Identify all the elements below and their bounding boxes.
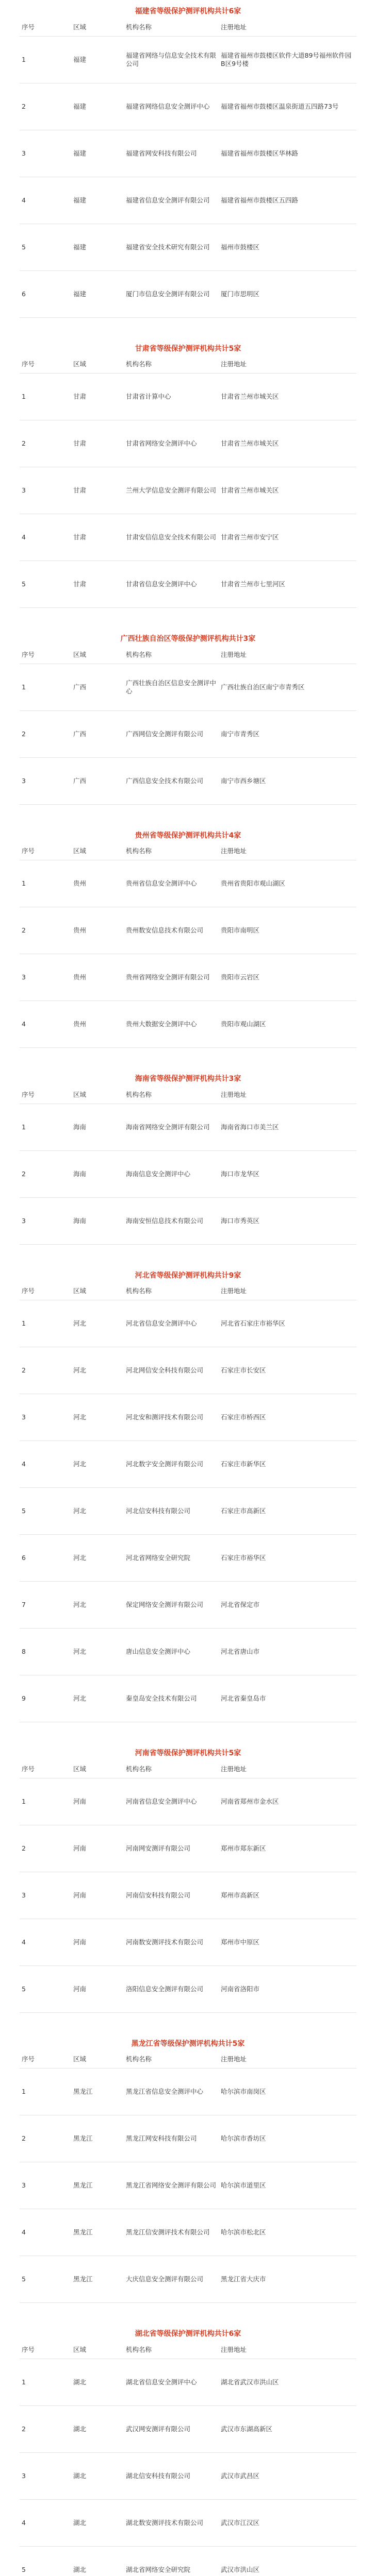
table-row: [20, 1825, 356, 1872]
table-row: [20, 270, 356, 317]
cell-address: 石家庄市桥西区: [219, 1394, 356, 1441]
cell-address: 郑州市中原区: [219, 1919, 356, 1965]
cell-region: 湖北: [71, 2546, 124, 2576]
cell-region: 黑龙江: [71, 2069, 124, 2115]
section-title: 湖北省等级保护测评机构共计6家: [135, 2330, 241, 2338]
table-row: [20, 514, 356, 561]
cell-region: 广西: [71, 664, 124, 710]
cell-region: 河南: [71, 1778, 124, 1825]
col-header-index: 序号: [20, 1283, 71, 1300]
institution-table: [20, 1086, 356, 1245]
table-row: [20, 374, 356, 420]
cell-region: 黑龙江: [71, 2162, 124, 2209]
col-header-index: 序号: [20, 1760, 71, 1778]
table-header-row: [20, 1086, 356, 1104]
cell-region: 贵州: [71, 954, 124, 1001]
table-row: [20, 1535, 356, 1582]
cell-index: 3: [20, 2452, 71, 2499]
cell-address: 哈尔滨市松北区: [219, 2209, 356, 2256]
cell-address: 郑州市郑东新区: [219, 1825, 356, 1872]
cell-index: 2: [20, 83, 71, 130]
table-row: [20, 907, 356, 954]
cell-institution-name: 河北数字安全测评有限公司: [124, 1441, 219, 1488]
col-header-address: 注册地址: [219, 356, 356, 374]
institution-table: [20, 1283, 356, 1723]
cell-address: 贵州省贵阳市观山湖区: [219, 860, 356, 907]
table-row: [20, 2209, 356, 2256]
cell-index: 4: [20, 1919, 71, 1965]
cell-address: 厦门市思明区: [219, 270, 356, 317]
col-header-address: 注册地址: [219, 2341, 356, 2359]
cell-institution-name: 河北信安科技有限公司: [124, 1488, 219, 1535]
cell-address: 河南省郑州市金水区: [219, 1778, 356, 1825]
cell-address: 福建省福州市鼓楼区华林路: [219, 130, 356, 177]
table-row: [20, 860, 356, 907]
col-header-name: 机构名称: [124, 1283, 219, 1300]
table-row: [20, 1675, 356, 1722]
cell-region: 福建: [71, 130, 124, 177]
cell-region: 河北: [71, 1582, 124, 1629]
cell-region: 河南: [71, 1825, 124, 1872]
cell-index: 1: [20, 2359, 71, 2405]
cell-institution-name: 河北省网络安全研究院: [124, 1535, 219, 1582]
cell-institution-name: 河北省信息安全测评中心: [124, 1300, 219, 1347]
table-header-row: [20, 19, 356, 36]
cell-region: 福建: [71, 36, 124, 83]
cell-address: 哈尔滨市南岗区: [219, 2069, 356, 2115]
cell-region: 河北: [71, 1300, 124, 1347]
cell-index: 2: [20, 420, 71, 467]
table-row: [20, 1150, 356, 1197]
region-section: [0, 342, 376, 608]
cell-address: 海口市秀英区: [219, 1197, 356, 1244]
col-header-index: 序号: [20, 646, 71, 664]
region-section: [0, 2037, 376, 2303]
cell-institution-name: 福建省网安科技有限公司: [124, 130, 219, 177]
table-row: [20, 1441, 356, 1488]
cell-index: 2: [20, 907, 71, 954]
cell-region: 黑龙江: [71, 2256, 124, 2303]
cell-address: 武汉市武昌区: [219, 2452, 356, 2499]
cell-address: 哈尔滨市香坊区: [219, 2115, 356, 2162]
cell-region: 福建: [71, 270, 124, 317]
cell-institution-name: 厦门市信息安全测评有限公司: [124, 270, 219, 317]
institution-table: [20, 2341, 356, 2576]
cell-index: 3: [20, 757, 71, 804]
cell-address: 石家庄市裕华区: [219, 1535, 356, 1582]
cell-index: 6: [20, 1535, 71, 1582]
table-row: [20, 757, 356, 804]
cell-region: 河北: [71, 1441, 124, 1488]
cell-index: 4: [20, 2209, 71, 2256]
cell-address: 湖北省武汉市洪山区: [219, 2359, 356, 2405]
cell-index: 3: [20, 1394, 71, 1441]
cell-institution-name: 广西壮族自治区信息安全测评中心: [124, 664, 219, 710]
cell-institution-name: 唐山信息安全测评中心: [124, 1629, 219, 1675]
col-header-address: 注册地址: [219, 2051, 356, 2069]
region-section: [0, 1072, 376, 1245]
cell-institution-name: 河南网安测评有限公司: [124, 1825, 219, 1872]
table-row: [20, 1965, 356, 2012]
cell-region: 河北: [71, 1629, 124, 1675]
table-row: [20, 1919, 356, 1965]
table-row: [20, 467, 356, 514]
cell-index: 5: [20, 1488, 71, 1535]
institution-table: [20, 843, 356, 1048]
cell-index: 1: [20, 1300, 71, 1347]
col-header-name: 机构名称: [124, 646, 219, 664]
cell-index: 3: [20, 954, 71, 1001]
cell-region: 甘肃: [71, 561, 124, 608]
col-header-region: 区域: [71, 2341, 124, 2359]
cell-index: 3: [20, 2162, 71, 2209]
cell-region: 甘肃: [71, 514, 124, 561]
cell-index: 3: [20, 1872, 71, 1919]
cell-region: 海南: [71, 1197, 124, 1244]
cell-address: 甘肃省兰州市城关区: [219, 420, 356, 467]
col-header-region: 区域: [71, 1283, 124, 1300]
cell-index: 3: [20, 1197, 71, 1244]
col-header-address: 注册地址: [219, 646, 356, 664]
cell-address: 南宁市西乡塘区: [219, 757, 356, 804]
table-row: [20, 664, 356, 710]
cell-region: 贵州: [71, 1001, 124, 1048]
col-header-name: 机构名称: [124, 356, 219, 374]
col-header-index: 序号: [20, 1086, 71, 1104]
col-header-region: 区域: [71, 843, 124, 860]
cell-institution-name: 贵州数安信息技术有限公司: [124, 907, 219, 954]
table-row: [20, 36, 356, 83]
table-row: [20, 2405, 356, 2452]
cell-region: 河北: [71, 1488, 124, 1535]
cell-institution-name: 湖北数安测评技术有限公司: [124, 2499, 219, 2546]
cell-institution-name: 海南信息安全测评中心: [124, 1150, 219, 1197]
cell-index: 5: [20, 561, 71, 608]
region-section: [0, 4, 376, 318]
table-header-row: [20, 646, 356, 664]
cell-institution-name: 甘肃省计算中心: [124, 374, 219, 420]
cell-institution-name: 贵州省网络安全测评有限公司: [124, 954, 219, 1001]
cell-index: 5: [20, 224, 71, 270]
section-title: 广西壮族自治区等级保护测评机构共计3家: [120, 635, 256, 643]
table-row: [20, 2359, 356, 2405]
col-header-index: 序号: [20, 19, 71, 36]
table-row: [20, 1197, 356, 1244]
cell-institution-name: 黑龙江信安测评技术有限公司: [124, 2209, 219, 2256]
col-header-region: 区域: [71, 19, 124, 36]
cell-institution-name: 福建省网络与信息安全技术有限公司: [124, 36, 219, 83]
cell-institution-name: 福建省网络信息安全测评中心: [124, 83, 219, 130]
cell-institution-name: 黑龙江省信息安全测评中心: [124, 2069, 219, 2115]
cell-index: 5: [20, 1965, 71, 2012]
cell-region: 河北: [71, 1535, 124, 1582]
col-header-name: 机构名称: [124, 2341, 219, 2359]
col-header-index: 序号: [20, 356, 71, 374]
cell-institution-name: 秦皇岛安全技术有限公司: [124, 1675, 219, 1722]
col-header-region: 区域: [71, 356, 124, 374]
cell-address: 甘肃省兰州市城关区: [219, 374, 356, 420]
cell-address: 海南省海口市美兰区: [219, 1104, 356, 1150]
cell-address: 甘肃省兰州市七里河区: [219, 561, 356, 608]
table-row: [20, 1629, 356, 1675]
cell-index: 5: [20, 2256, 71, 2303]
cell-institution-name: 河北网信安全科技有限公司: [124, 1347, 219, 1394]
cell-institution-name: 甘肃省信息安全测评中心: [124, 561, 219, 608]
table-row: [20, 2069, 356, 2115]
cell-region: 河南: [71, 1872, 124, 1919]
cell-address: 甘肃省兰州市城关区: [219, 467, 356, 514]
cell-index: 4: [20, 2499, 71, 2546]
cell-index: 4: [20, 1001, 71, 1048]
cell-region: 湖北: [71, 2499, 124, 2546]
cell-region: 黑龙江: [71, 2209, 124, 2256]
section-title: 河南省等级保护测评机构共计5家: [135, 1749, 241, 1757]
section-title: 海南省等级保护测评机构共计3家: [135, 1075, 241, 1083]
cell-institution-name: 保定网络安全测评有限公司: [124, 1582, 219, 1629]
table-row: [20, 177, 356, 224]
cell-address: 河北省秦皇岛市: [219, 1675, 356, 1722]
cell-region: 贵州: [71, 907, 124, 954]
cell-address: 武汉市东湖高新区: [219, 2405, 356, 2452]
col-header-index: 序号: [20, 2051, 71, 2069]
cell-region: 甘肃: [71, 420, 124, 467]
cell-address: 哈尔滨市道里区: [219, 2162, 356, 2209]
cell-address: 河北省唐山市: [219, 1629, 356, 1675]
cell-institution-name: 福建省信息安全测评有限公司: [124, 177, 219, 224]
cell-address: 河南省洛阳市: [219, 1965, 356, 2012]
table-row: [20, 130, 356, 177]
col-header-region: 区域: [71, 1760, 124, 1778]
cell-address: 武汉市江汉区: [219, 2499, 356, 2546]
table-header-row: [20, 356, 356, 374]
region-section: [0, 828, 376, 1048]
table-row: [20, 2256, 356, 2303]
table-row: [20, 2546, 356, 2576]
table-row: [20, 2499, 356, 2546]
cell-address: 甘肃省兰州市安宁区: [219, 514, 356, 561]
document-body: [0, 4, 376, 2576]
cell-institution-name: 河南数安测评技术有限公司: [124, 1919, 219, 1965]
col-header-address: 注册地址: [219, 19, 356, 36]
cell-index: 1: [20, 36, 71, 83]
cell-institution-name: 海南安恒信息技术有限公司: [124, 1197, 219, 1244]
cell-region: 湖北: [71, 2359, 124, 2405]
cell-address: 海口市龙华区: [219, 1150, 356, 1197]
cell-institution-name: 甘肃省网络安全测评中心: [124, 420, 219, 467]
cell-index: 7: [20, 1582, 71, 1629]
cell-institution-name: 武汉网安测评有限公司: [124, 2405, 219, 2452]
cell-region: 甘肃: [71, 374, 124, 420]
cell-region: 河北: [71, 1347, 124, 1394]
cell-address: 石家庄市高新区: [219, 1488, 356, 1535]
cell-region: 河北: [71, 1675, 124, 1722]
col-header-name: 机构名称: [124, 2051, 219, 2069]
cell-address: 广西壮族自治区南宁市青秀区: [219, 664, 356, 710]
cell-institution-name: 甘肃安信信息安全技术有限公司: [124, 514, 219, 561]
institution-table: [20, 356, 356, 608]
cell-index: 5: [20, 2546, 71, 2576]
cell-index: 1: [20, 1778, 71, 1825]
cell-index: 2: [20, 1150, 71, 1197]
cell-index: 2: [20, 2405, 71, 2452]
table-header-row: [20, 2051, 356, 2069]
cell-institution-name: 河南信安科技有限公司: [124, 1872, 219, 1919]
cell-address: 石家庄市长安区: [219, 1347, 356, 1394]
cell-institution-name: 福建省安全技术研究有限公司: [124, 224, 219, 270]
cell-region: 广西: [71, 710, 124, 757]
cell-region: 河南: [71, 1919, 124, 1965]
cell-institution-name: 黑龙江网安科技有限公司: [124, 2115, 219, 2162]
table-header-row: [20, 1760, 356, 1778]
institution-table: [20, 2051, 356, 2303]
table-row: [20, 1582, 356, 1629]
table-row: [20, 224, 356, 270]
table-row: [20, 2115, 356, 2162]
cell-index: 6: [20, 270, 71, 317]
cell-address: 贵阳市南明区: [219, 907, 356, 954]
cell-index: 2: [20, 2115, 71, 2162]
col-header-name: 机构名称: [124, 1086, 219, 1104]
institution-table: [20, 1760, 356, 2013]
cell-region: 福建: [71, 177, 124, 224]
table-header-row: [20, 2341, 356, 2359]
cell-institution-name: 贵州省信息安全测评中心: [124, 860, 219, 907]
table-row: [20, 1347, 356, 1394]
cell-region: 海南: [71, 1150, 124, 1197]
cell-region: 贵州: [71, 860, 124, 907]
institution-table: [20, 646, 356, 805]
cell-address: 郑州市高新区: [219, 1872, 356, 1919]
cell-region: 海南: [71, 1104, 124, 1150]
cell-region: 湖北: [71, 2405, 124, 2452]
cell-address: 武汉市洪山区: [219, 2546, 356, 2576]
table-row: [20, 1001, 356, 1048]
cell-index: 1: [20, 374, 71, 420]
cell-address: 福建省福州市鼓楼区软件大道89号福州软件园B区9号楼: [219, 36, 356, 83]
table-row: [20, 1488, 356, 1535]
table-row: [20, 83, 356, 130]
cell-index: 2: [20, 1825, 71, 1872]
col-header-index: 序号: [20, 843, 71, 860]
cell-institution-name: 兰州大学信息安全测评有限公司: [124, 467, 219, 514]
cell-institution-name: 河南省信息安全测评中心: [124, 1778, 219, 1825]
cell-institution-name: 贵州大数据安全测评中心: [124, 1001, 219, 1048]
section-title: 福建省等级保护测评机构共计6家: [135, 7, 241, 15]
cell-index: 8: [20, 1629, 71, 1675]
cell-address: 石家庄市新华区: [219, 1441, 356, 1488]
table-header-row: [20, 843, 356, 860]
cell-address: 南宁市青秀区: [219, 710, 356, 757]
col-header-address: 注册地址: [219, 1086, 356, 1104]
cell-address: 贵阳市观山湖区: [219, 1001, 356, 1048]
section-title: 甘肃省等级保护测评机构共计5家: [135, 344, 241, 353]
cell-address: 福建省福州市鼓楼区五四路: [219, 177, 356, 224]
region-section: [0, 1268, 376, 1723]
cell-region: 福建: [71, 224, 124, 270]
cell-region: 河南: [71, 1965, 124, 2012]
cell-institution-name: 河北安和测评技术有限公司: [124, 1394, 219, 1441]
col-header-region: 区域: [71, 2051, 124, 2069]
cell-index: 1: [20, 860, 71, 907]
region-section: [0, 1746, 376, 2013]
cell-index: 1: [20, 664, 71, 710]
cell-index: 1: [20, 2069, 71, 2115]
cell-index: 4: [20, 177, 71, 224]
table-row: [20, 420, 356, 467]
col-header-address: 注册地址: [219, 1283, 356, 1300]
table-row: [20, 954, 356, 1001]
cell-region: 黑龙江: [71, 2115, 124, 2162]
cell-institution-name: 广西信息安全技术有限公司: [124, 757, 219, 804]
col-header-name: 机构名称: [124, 843, 219, 860]
cell-institution-name: 海南省网络安全测评有限公司: [124, 1104, 219, 1150]
section-title: 贵州省等级保护测评机构共计4家: [135, 831, 241, 840]
table-row: [20, 561, 356, 608]
cell-address: 河北省石家庄市裕华区: [219, 1300, 356, 1347]
section-title: 黑龙江省等级保护测评机构共计5家: [131, 2039, 245, 2048]
cell-address: 河北省保定市: [219, 1582, 356, 1629]
col-header-address: 注册地址: [219, 1760, 356, 1778]
cell-index: 4: [20, 1441, 71, 1488]
cell-index: 1: [20, 1104, 71, 1150]
cell-region: 福建: [71, 83, 124, 130]
table-header-row: [20, 1283, 356, 1300]
cell-index: 3: [20, 467, 71, 514]
col-header-name: 机构名称: [124, 19, 219, 36]
col-header-region: 区域: [71, 646, 124, 664]
cell-address: 贵阳市云岩区: [219, 954, 356, 1001]
section-title: 河北省等级保护测评机构共计9家: [135, 1271, 241, 1280]
region-section: [0, 2327, 376, 2576]
col-header-address: 注册地址: [219, 843, 356, 860]
cell-index: 2: [20, 710, 71, 757]
table-row: [20, 1778, 356, 1825]
cell-institution-name: 湖北省信息安全测评中心: [124, 2359, 219, 2405]
col-header-index: 序号: [20, 2341, 71, 2359]
table-row: [20, 710, 356, 757]
institution-table: [20, 19, 356, 318]
cell-region: 河北: [71, 1394, 124, 1441]
cell-institution-name: 大庆信息安全测评有限公司: [124, 2256, 219, 2303]
cell-institution-name: 湖北省网络安全研究院: [124, 2546, 219, 2576]
table-row: [20, 1394, 356, 1441]
cell-institution-name: 广西网信安全测评有限公司: [124, 710, 219, 757]
col-header-name: 机构名称: [124, 1760, 219, 1778]
cell-institution-name: 黑龙江省网络安全测评有限公司: [124, 2162, 219, 2209]
cell-address: 福建省福州市鼓楼区温泉街道五四路73号: [219, 83, 356, 130]
table-row: [20, 1872, 356, 1919]
col-header-region: 区域: [71, 1086, 124, 1104]
table-row: [20, 1104, 356, 1150]
cell-index: 3: [20, 130, 71, 177]
cell-institution-name: 湖北信安科技有限公司: [124, 2452, 219, 2499]
cell-region: 广西: [71, 757, 124, 804]
cell-address: 黑龙江省大庆市: [219, 2256, 356, 2303]
region-section: [0, 632, 376, 805]
cell-index: 9: [20, 1675, 71, 1722]
cell-index: 2: [20, 1347, 71, 1394]
cell-region: 甘肃: [71, 467, 124, 514]
cell-address: 福州市鼓楼区: [219, 224, 356, 270]
cell-institution-name: 洛阳信息安全测评有限公司: [124, 1965, 219, 2012]
table-row: [20, 2162, 356, 2209]
cell-index: 4: [20, 514, 71, 561]
table-row: [20, 2452, 356, 2499]
table-row: [20, 1300, 356, 1347]
cell-region: 湖北: [71, 2452, 124, 2499]
